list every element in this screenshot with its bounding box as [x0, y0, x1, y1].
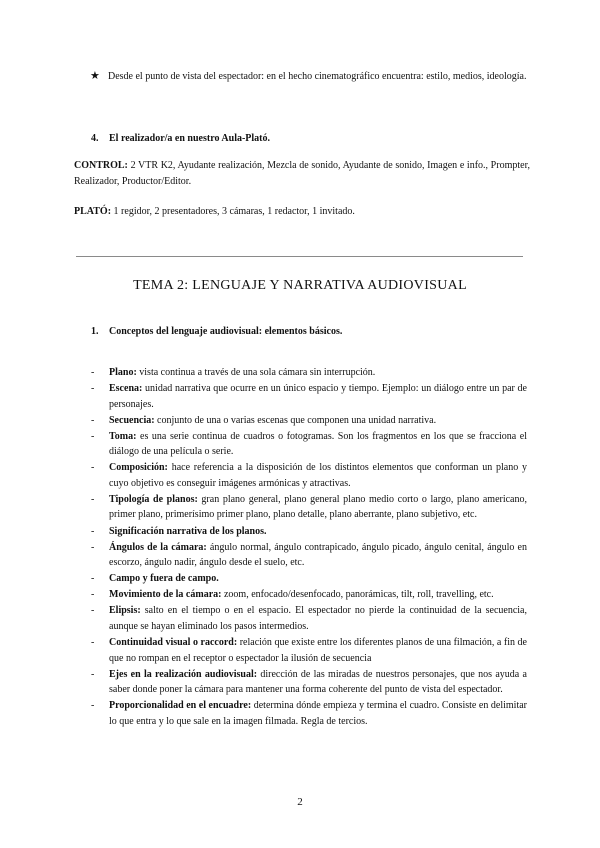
term-list-item	[91, 540, 527, 571]
control-paragraph	[74, 158, 530, 189]
term-description: zoom, enfocado/desenfocado, panorámicas, tilt, roll, travelling, etc.	[221, 589, 494, 601]
term-list-item	[91, 365, 527, 381]
dash-bullet: -	[91, 430, 95, 442]
term-list-item	[91, 587, 527, 603]
term-description: ángulo normal, ángulo contrapicado, ángulo picado, ángulo cenital, ángulo en escorzo, ángulo nadir, ángulo desde el suelo, etc.	[109, 541, 527, 569]
dash-bullet: -	[91, 589, 95, 601]
term-label: Ángulos de la cámara:	[109, 541, 207, 553]
dash-bullet: -	[91, 383, 95, 395]
page-number: 2	[297, 796, 303, 808]
term-list-item	[91, 413, 527, 429]
term-label: Plano:	[109, 367, 137, 378]
dash-bullet: -	[91, 414, 95, 426]
chapter-heading: TEMA 2: LENGUAJE Y NARRATIVA AUDIOVISUAL	[133, 278, 467, 293]
term-description: conjunto de una o varias escenas que componen una unidad narrativa.	[154, 414, 437, 426]
horizontal-divider	[76, 256, 523, 257]
dash-bullet: -	[91, 541, 95, 553]
term-label: Toma:	[109, 430, 137, 442]
dash-bullet: -	[91, 573, 95, 585]
term-list-item	[91, 524, 527, 540]
term-label: Proporcionalidad en el encuadre:	[109, 700, 252, 712]
section-4-title: El realizador/a en nuestro Aula-Plató.	[109, 133, 271, 144]
term-label: Elipsis:	[109, 605, 141, 617]
term-list-item	[91, 667, 527, 698]
term-list	[91, 365, 527, 730]
dash-bullet: -	[91, 493, 95, 505]
plato-text: 1 regidor, 2 presentadores, 3 cámaras, 1 redactor, 1 invitado.	[111, 206, 355, 217]
term-description: hace referencia a la disposición de los distintos elementos que conforman un plano y cuyo objetivo es conseguir imágenes armónicas y atractivas.	[109, 462, 527, 489]
term-label: Composición:	[109, 462, 168, 474]
term-description: determina dónde empieza y termina el cuadro. Consiste en delimitar lo que entra y lo que sale en la imagen filmada. Regla de tercios.	[109, 700, 527, 727]
term-label: Secuencia:	[109, 414, 155, 426]
term-list-item	[91, 381, 527, 412]
control-label: CONTROL:	[74, 160, 128, 171]
section-1-number: 1.	[91, 326, 99, 337]
term-list-item	[91, 492, 527, 523]
star-icon: ★	[90, 70, 100, 82]
term-description: gran plano general, plano general plano medio corto o largo, plano americano, primer plano, primerísimo primer plano, plano detalle, plano aberrante, plano subjetivo, etc.	[109, 493, 527, 521]
term-label: Ejes en la realización audiovisual:	[109, 668, 258, 680]
term-label: Continuidad visual o raccord:	[109, 637, 238, 649]
dash-bullet: -	[91, 605, 95, 617]
dash-bullet: -	[91, 367, 95, 378]
term-label: Movimiento de la cámara:	[109, 589, 222, 601]
term-label: Escena:	[109, 383, 143, 395]
term-label: Campo y fuera de campo.	[109, 573, 219, 585]
dash-bullet: -	[91, 668, 95, 680]
term-description: relación que existe entre los diferentes planos de una filmación, a fin de que no rompan en el receptor o espectador la ilusión de secuencia	[109, 637, 527, 664]
term-label: Significación narrativa de los planos.	[109, 525, 267, 537]
term-list-item	[91, 571, 527, 587]
term-description: vista continua a través de una sola cámara sin interrupción.	[136, 367, 376, 378]
dash-bullet: -	[91, 637, 95, 649]
section-4-number: 4.	[91, 133, 99, 144]
term-list-item	[91, 429, 527, 460]
term-list-item	[91, 698, 527, 729]
plato-label: PLATÓ:	[74, 206, 112, 217]
term-list-item	[91, 460, 527, 491]
section-1-title: Conceptos del lenguaje audiovisual: elementos básicos.	[109, 326, 343, 337]
plato-paragraph	[74, 204, 530, 220]
dash-bullet: -	[91, 700, 95, 712]
control-text: 2 VTR K2, Ayudante realización, Mezcla de sonido, Ayudante de sonido, Imagen e info., Prompter, Realizador, Productor/Editor.	[74, 160, 530, 187]
dash-bullet: -	[91, 462, 95, 474]
star-item-text: Desde el punto de vista del espectador: en el hecho cinematográfico encuentra: estilo, medios, ideología.	[108, 71, 527, 82]
term-description: dirección de las miradas de nuestros personajes, que nos ayuda a saber donde poner la cámara para mantener una forma coherente del punto de vista del espectador.	[109, 668, 527, 696]
term-description: salto en el tiempo o en el espacio. El espectador no pierde la continuidad de la secuencia, aunque se hayan eliminado los pasos intermedios.	[109, 605, 527, 632]
term-description: es una serie continua de cuadros o fotogramas. Son los fragmentos en los que se fracciona el diálogo de una película o serie.	[109, 430, 527, 458]
term-list-item	[91, 603, 527, 634]
dash-bullet: -	[91, 525, 95, 537]
term-list-item	[91, 635, 527, 666]
term-label: Tipología de planos:	[109, 493, 198, 505]
term-description: unidad narrativa que ocurre en un único espacio y tiempo. Ejemplo: un diálogo entre un par de personajes.	[109, 383, 527, 410]
